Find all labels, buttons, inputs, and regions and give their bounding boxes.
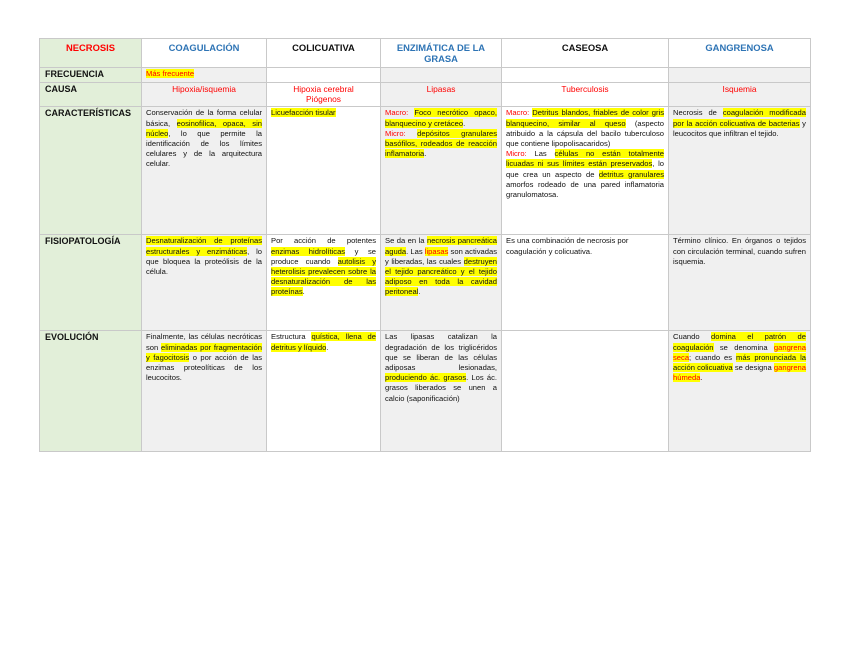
causa-coli-line1: Hipoxia cerebral [293, 84, 354, 94]
highlight-span: depósitos granulares basófilos, rodeados de reacción inflamatoria [385, 128, 497, 159]
frecuencia-caseosa [502, 68, 669, 83]
evol-enzimatica [381, 331, 502, 452]
text-span: amorfos rodeado de una pared inflamatoria granulomatosa. [506, 179, 664, 200]
highlight-span: eosinofilica, opaca, sin núcleo [146, 118, 263, 138]
highlight-span: Detritus blandos, friables de color gris blanquecino, similar al queso [506, 108, 664, 128]
text-span: Finalmente, las células necróticas son [146, 332, 262, 352]
highlight-span: células no están totalmente licuadas ni sus límites están preservados [506, 149, 665, 169]
fisio-enzimatica [381, 235, 502, 331]
text-span: y se produce cuando [271, 246, 376, 266]
text-span: . [418, 287, 421, 297]
frecuencia-gangrenosa [669, 68, 811, 83]
text-span: Es una combinación de necrosis por coagulación y colicuativa. [506, 236, 629, 256]
row-label-frecuencia: FRECUENCIA [40, 68, 142, 83]
text-span: son activadas y liberadas, las cuales [385, 246, 498, 266]
text-span: . [463, 118, 466, 128]
frecuencia-coag-text: Más frecuente [146, 69, 195, 78]
fisio-caseosa [502, 235, 669, 331]
highlight-span: gangrena seca [673, 342, 806, 362]
text-span: Por acción de potentes [271, 236, 376, 246]
text-span: . [302, 287, 305, 297]
text-span: . Los ác. grasos liberados se unen a calcio (saponificación) [385, 373, 497, 403]
evolucion-row [40, 331, 811, 452]
highlight-span: domina el patrón de coagulación [673, 332, 806, 352]
causa-gangrenosa: Isquemia [669, 83, 811, 107]
frecuencia-colicuativa [267, 68, 381, 83]
highlight-span: lipasas [424, 246, 449, 256]
text-span: , lo que bloquea la proteólisis de la célula. [146, 246, 262, 277]
caract-enzimatica [381, 107, 502, 235]
highlight-span: detritus granulares [598, 169, 664, 179]
text-span: Conservación de la forma celular básica, [146, 108, 262, 128]
caracteristicas-row [40, 107, 811, 235]
causa-coli-line2: Piógenos [306, 94, 341, 105]
highlight-span: Desnaturalización de proteínas estructurales y enzimáticas [146, 236, 262, 256]
evol-colicuativa [267, 331, 381, 452]
caract-coagulacion [142, 107, 267, 235]
header-necrosis: NECROSIS [40, 39, 142, 68]
text-span: . [326, 342, 329, 352]
header-caseosa: CASEOSA [502, 39, 669, 68]
evol-caseosa [502, 331, 669, 452]
text-span: se denomina [713, 342, 774, 352]
causa-coagulacion: Hipoxia/isquemia [142, 83, 267, 107]
highlight-span: quística, llena de detritus y líquido [271, 332, 376, 352]
text-span: (aspecto atribuido a la cápsula del bacilo tuberculoso que contiene lipopolisacaridos) [506, 118, 664, 149]
row-label-evolucion: EVOLUCIÓN [40, 331, 142, 452]
causa-row [40, 83, 811, 107]
frecuencia-row [40, 68, 811, 83]
row-label-causa: CAUSA [40, 83, 142, 107]
highlight-span: produciendo ác. grasos [385, 373, 467, 383]
text-span: ; cuando es [689, 352, 736, 362]
macro-label: Macro: [506, 108, 533, 118]
evol-gangrenosa [669, 331, 811, 452]
frecuencia-enzimatica [381, 68, 502, 83]
caract-colicuativa [267, 107, 381, 235]
macro-label: Macro: [385, 108, 415, 118]
caract-gangrenosa [669, 107, 811, 235]
header-enzimatica: ENZIMÁTICA DE LA GRASA [381, 39, 502, 68]
highlight-span: Foco necrótico opaco, blanquecino y cretáceo [385, 108, 497, 128]
header-gangrenosa: GANGRENOSA [669, 39, 811, 68]
highlight-span: eliminadas por fragmentación y fagocitosis [146, 342, 262, 362]
causa-enzimatica: Lipasas [381, 83, 502, 107]
header-colicuativa: COLICUATIVA [267, 39, 381, 68]
text-span: Las lipasas catalizan la degradación de los triglicéridos que se liberan de las células adiposas lesionadas, [385, 332, 497, 373]
text-span: Estructura [271, 332, 312, 342]
row-label-caracteristicas: CARACTERÍSTICAS [40, 107, 142, 235]
text-span: . [700, 373, 703, 383]
highlight-span: necrosis pancreática aguda [385, 236, 497, 256]
highlight-span: enzimas hidrolíticas [271, 246, 346, 256]
highlight-span: gangrena húmeda [673, 363, 806, 383]
causa-colicuativa [267, 83, 381, 107]
highlight-span: coagulación modificada por la acción colicuativa de bacterias [673, 108, 806, 128]
text-span: , lo que permite la identificación de los límites celulares y de la arquitectura celular. [146, 128, 262, 169]
evol-coagulacion [142, 331, 267, 452]
caract-caseosa [502, 107, 669, 235]
necrosis-table [39, 38, 811, 452]
causa-caseosa: Tuberculosis [502, 83, 669, 107]
text-span: y leucocitos que infiltran el tejido. [673, 118, 806, 138]
highlight-span: autolisis y heterolisis prevalecen sobre la desnaturalización de las proteínas [271, 256, 377, 297]
text-span: Se da en la [385, 236, 427, 246]
text-span: o por acción de las enzimas proteolíticas de los leucocitos. [146, 352, 262, 383]
micro-label: Micro: [385, 128, 418, 138]
fisio-gangrenosa [669, 235, 811, 331]
fisio-coagulacion [142, 235, 267, 331]
text-span: . Las [406, 246, 425, 256]
highlight-span: más pronunciada la acción colicuativa [673, 352, 806, 373]
text-span: , lo que crea un aspecto de [506, 159, 664, 179]
header-coagulacion: COAGULACIÓN [142, 39, 267, 68]
text-span: . [424, 149, 427, 159]
text-span: Término clínico. En órganos o tejidos con circulación terminal, cuando sufren isquemia. [673, 236, 806, 266]
fisiopatologia-row [40, 235, 811, 331]
text-span: Las [534, 149, 555, 159]
row-label-fisiopatologia: FISIOPATOLOGÍA [40, 235, 142, 331]
text-span: Necrosis de [673, 108, 723, 118]
text-span: Cuando [673, 332, 711, 342]
micro-label: Micro: [506, 149, 535, 159]
highlight-span: Licuefacción tisular [271, 108, 336, 118]
fisio-colicuativa [267, 235, 381, 331]
frecuencia-coagulacion [142, 68, 267, 83]
highlight-span: destruyen el tejido pancreático y el tejido adiposo en toda la cavidad peritoneal [385, 256, 497, 297]
text-span: se designa [732, 363, 774, 373]
header-row [40, 39, 811, 68]
